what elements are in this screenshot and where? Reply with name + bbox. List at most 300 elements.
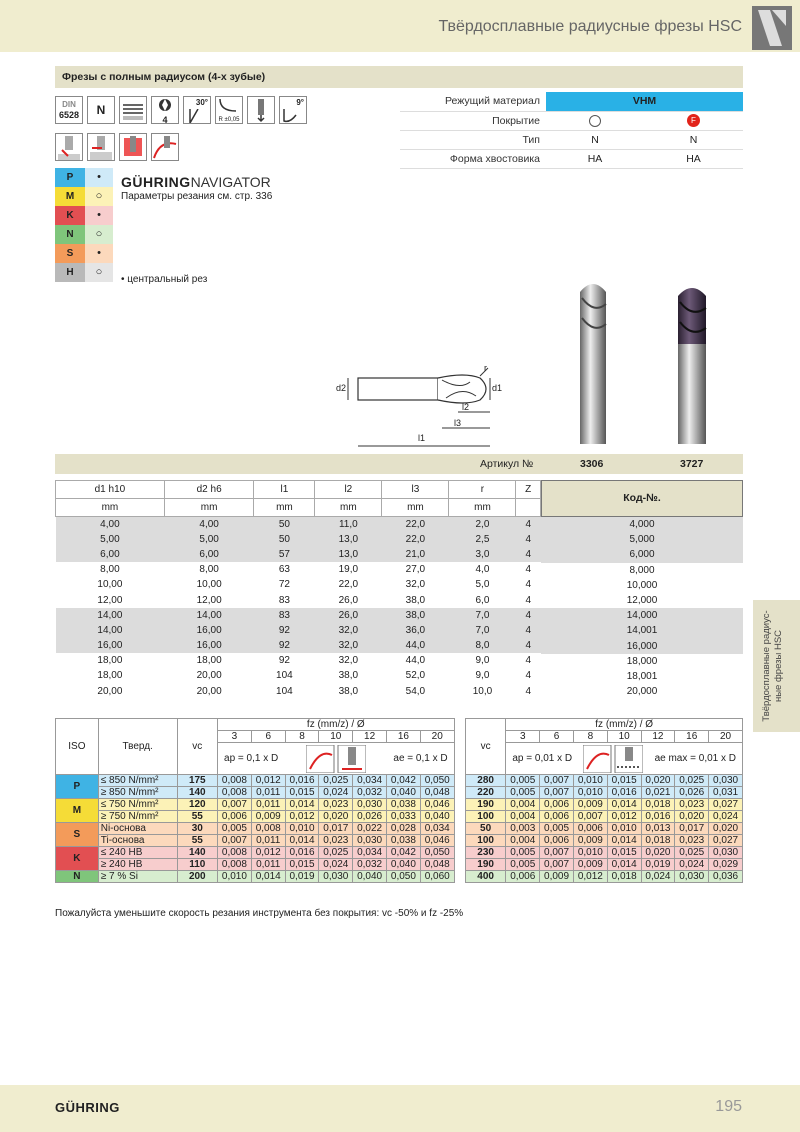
iso-cell: P: [56, 775, 99, 799]
table-row: [56, 532, 541, 547]
iso-code: K: [55, 206, 85, 225]
fz-cell-2: 0,023: [675, 835, 709, 847]
fz-cell: 0,017: [319, 823, 353, 835]
spacer: [454, 859, 465, 871]
diam-header-2: 16: [675, 731, 709, 743]
dim-cell: 18,00: [97, 655, 123, 667]
fz-cell: 0,030: [319, 871, 353, 883]
dim-cell: 4: [525, 533, 532, 545]
coating-f-icon: [644, 111, 743, 130]
fz-cell-2: 0,024: [641, 871, 675, 883]
fz-cell: 0,022: [353, 823, 387, 835]
fz-cell: 0,024: [319, 787, 353, 799]
navigator-brand: GÜHRING: [121, 174, 191, 190]
fz-cell: 0,050: [387, 871, 421, 883]
diam-header-2: 8: [573, 731, 607, 743]
article-3727: 3727: [680, 458, 704, 470]
dim-cell: 57: [278, 548, 290, 560]
hardness-cell: ≥ 7 % Si: [98, 871, 177, 883]
table-row: [56, 668, 541, 683]
fz-cell: 0,034: [353, 775, 387, 787]
dim-cell: 50: [278, 533, 290, 545]
diam-header: 6: [251, 731, 285, 743]
diam-header: 16: [387, 731, 421, 743]
spacer: [454, 799, 465, 811]
fz-cell-2: 0,031: [709, 787, 743, 799]
fz-cell-2: 0,029: [709, 859, 743, 871]
fz-cell: 0,038: [387, 799, 421, 811]
fz-cell: 0,040: [387, 787, 421, 799]
dim-header: l2: [315, 481, 382, 499]
dim-d1: d1: [492, 383, 503, 393]
dim-cell: 7,0: [475, 624, 490, 636]
cutting-row-p: [56, 775, 743, 787]
spacer: [454, 847, 465, 859]
fz-cell: 0,023: [319, 835, 353, 847]
vc-cell-2: 190: [465, 799, 506, 811]
dim-l3: l3: [454, 418, 462, 428]
fz-cell-2: 0,005: [506, 847, 540, 859]
spacer: [454, 811, 465, 823]
diam-header-2: 12: [641, 731, 675, 743]
dim-cell: 54,0: [405, 685, 426, 697]
vc-cell: 30: [177, 823, 218, 835]
plunge-icon: [247, 96, 275, 124]
dim-cell: 4: [525, 564, 532, 576]
iso-suitability: ○: [85, 225, 113, 244]
dim-cell: 10,0: [472, 685, 493, 697]
fz-cell-2: 0,020: [641, 847, 675, 859]
engagement-2: [506, 743, 743, 775]
dim-l1: l1: [418, 433, 426, 443]
shank-icon: [119, 96, 147, 124]
footer-band: [0, 1085, 800, 1132]
fz-cell: 0,028: [387, 823, 421, 835]
cutter-logo-icon: [752, 6, 792, 50]
fz-cell: 0,015: [285, 859, 319, 871]
cutting-row-m: [56, 811, 743, 823]
dim-cell: 104: [276, 670, 293, 682]
iso-code: S: [55, 244, 85, 263]
fz-header: fz (mm/z) / Ø: [218, 719, 455, 731]
iso-cell: M: [56, 799, 99, 823]
iso-suitability: •: [85, 244, 113, 263]
dim-header: r: [449, 481, 516, 499]
cutting-row-m: [56, 799, 743, 811]
fz-cell: 0,048: [420, 859, 454, 871]
center-cut-note: • центральный рез: [121, 274, 208, 285]
dim-cell: 14,00: [97, 609, 123, 621]
helix-angle-icon: [183, 96, 211, 124]
fz-cell: 0,040: [420, 811, 454, 823]
teeth-icon: [151, 96, 179, 124]
fz-cell: 0,042: [387, 847, 421, 859]
iso-suitability: ○: [85, 263, 113, 282]
ap-label-2: ap = 0,01 x D: [512, 753, 573, 764]
dim-header: l3: [382, 481, 449, 499]
fz-cell: 0,016: [285, 775, 319, 787]
fz-cell-2: 0,030: [709, 847, 743, 859]
dim-cell: 4: [525, 624, 532, 636]
iso-suitability: •: [85, 206, 113, 225]
dim-header-row: [56, 481, 541, 499]
dim-cell: 32,0: [338, 624, 359, 636]
engagement-diagram-icon: [306, 745, 366, 773]
hardness-cell: Ti-основа: [98, 835, 177, 847]
prop-row-material: [400, 92, 743, 111]
dim-cell: 4: [525, 579, 532, 591]
fz-cell: 0,008: [218, 787, 252, 799]
spacer: [454, 775, 465, 787]
spacer: [454, 787, 465, 799]
table-row: [56, 547, 541, 562]
iso-code: P: [55, 168, 85, 187]
dim-l2: l2: [462, 402, 470, 412]
dim-cell: 104: [276, 685, 293, 697]
code-cell: 10,000: [541, 578, 743, 593]
dim-cell: 38,0: [405, 609, 426, 621]
vc-cell-2: 230: [465, 847, 506, 859]
iso-header: ISO: [56, 719, 99, 775]
dim-cell: 52,0: [405, 670, 426, 682]
vc-cell: 55: [177, 835, 218, 847]
hardness-cell: ≥ 240 HB: [98, 859, 177, 871]
dim-cell: 4: [525, 594, 532, 606]
fz-cell: 0,020: [319, 811, 353, 823]
fz-cell: 0,030: [353, 799, 387, 811]
fz-cell-2: 0,006: [506, 871, 540, 883]
table-row: [56, 577, 541, 592]
code-cell: 12,000: [541, 593, 743, 608]
type-value-2: N: [689, 133, 698, 146]
fz-cell: 0,060: [420, 871, 454, 883]
fz-cell: 0,010: [285, 823, 319, 835]
dim-cell: 32,0: [338, 640, 359, 652]
diam-header: 8: [285, 731, 319, 743]
dim-cell: 9,0: [475, 670, 490, 682]
dim-d2: d2: [336, 383, 347, 393]
dim-unit: mm: [56, 499, 165, 517]
code-cell: 6,000: [541, 547, 743, 562]
fz-cell-2: 0,014: [607, 835, 641, 847]
dim-header: d1 h10: [56, 481, 165, 499]
din-value: 6528: [58, 110, 80, 120]
fz-cell-2: 0,024: [709, 811, 743, 823]
fz-cell-2: 0,005: [506, 775, 540, 787]
diam-header: 10: [319, 731, 353, 743]
hardness-cell: ≥ 850 N/mm²: [98, 787, 177, 799]
fz-cell: 0,025: [319, 775, 353, 787]
cutting-params-ref: Параметры резания см. стр. 336: [121, 191, 273, 202]
dim-cell: 16,00: [97, 640, 123, 652]
hardness-cell: ≥ 750 N/mm²: [98, 811, 177, 823]
material-value: VHM: [546, 92, 743, 111]
fz-cell: 0,040: [353, 871, 387, 883]
dim-unit: mm: [254, 499, 315, 517]
hardness-cell: Ni-основа: [98, 823, 177, 835]
fz-cell: 0,048: [420, 787, 454, 799]
code-cell: 20,000: [541, 684, 743, 699]
vc-cell: 140: [177, 847, 218, 859]
dim-r: r: [484, 363, 487, 373]
fz-cell: 0,038: [387, 835, 421, 847]
dim-cell: 2,0: [475, 518, 490, 530]
fz-cell-2: 0,005: [506, 859, 540, 871]
iso-row-p: [55, 168, 113, 187]
dim-cell: 22,0: [338, 579, 359, 591]
hardness-cell: ≤ 750 N/mm²: [98, 799, 177, 811]
dim-cell: 12,00: [97, 594, 123, 606]
fz-cell-2: 0,005: [540, 823, 574, 835]
iso-suitability: ○: [85, 187, 113, 206]
fz-cell-2: 0,007: [540, 859, 574, 871]
dim-header: l1: [254, 481, 315, 499]
fz-cell-2: 0,013: [641, 823, 675, 835]
dim-cell: 38,0: [338, 685, 359, 697]
fz-cell: 0,026: [353, 811, 387, 823]
fz-cell-2: 0,025: [675, 847, 709, 859]
code-cell: 14,000: [541, 608, 743, 623]
fz-cell-2: 0,006: [540, 835, 574, 847]
dim-cell: 83: [278, 594, 290, 606]
fz-cell-2: 0,027: [709, 799, 743, 811]
fz-cell-2: 0,009: [573, 859, 607, 871]
dim-cell: 4: [525, 640, 532, 652]
helix-angle: 30°: [195, 98, 208, 107]
fz-cell: 0,016: [285, 847, 319, 859]
fz-cell-2: 0,012: [573, 871, 607, 883]
cutting-row-s: [56, 823, 743, 835]
fz-cell-2: 0,025: [675, 775, 709, 787]
hardness-cell: ≤ 850 N/mm²: [98, 775, 177, 787]
fz-cell-2: 0,007: [540, 847, 574, 859]
dim-cell: 4,00: [100, 518, 120, 530]
ap-label: ap = 0,1 x D: [224, 753, 279, 764]
navigator-suffix: NAVIGATOR: [190, 174, 271, 190]
dim-cell: 4,0: [475, 564, 490, 576]
fz-cell-2: 0,036: [709, 871, 743, 883]
table-row: [56, 684, 541, 699]
fz-cell: 0,008: [218, 859, 252, 871]
cutting-data: [55, 718, 743, 883]
dimensions-table: [55, 480, 541, 699]
fz-cell-2: 0,027: [709, 835, 743, 847]
table-row: [56, 608, 541, 623]
dim-cell: 19,0: [338, 564, 359, 576]
diam-header-2: 20: [709, 731, 743, 743]
type-n-badge: [87, 96, 115, 124]
fz-cell-2: 0,004: [506, 811, 540, 823]
vc-cell: 55: [177, 811, 218, 823]
fz-cell: 0,015: [285, 787, 319, 799]
dim-cell: 4: [525, 609, 532, 621]
fz-cell: 0,010: [218, 871, 252, 883]
fz-cell: 0,023: [319, 799, 353, 811]
dim-cell: 21,0: [405, 548, 426, 560]
fz-cell: 0,006: [218, 811, 252, 823]
code-cell: 4,000: [541, 517, 743, 532]
page-title: Твёрдосплавные радиусные фрезы HSC: [438, 18, 742, 35]
ae-label: ae = 0,1 x D: [393, 753, 448, 764]
fz-cell: 0,042: [387, 775, 421, 787]
table-row: [56, 638, 541, 653]
fz-cell: 0,012: [285, 811, 319, 823]
fz-cell: 0,014: [285, 835, 319, 847]
iso-cell: S: [56, 823, 99, 847]
fz-cell: 0,034: [353, 847, 387, 859]
fz-cell: 0,050: [420, 847, 454, 859]
ramping-icon: [119, 133, 147, 161]
clearance-angle: 9°: [296, 98, 304, 107]
fz-cell: 0,011: [251, 799, 285, 811]
diam-header-2: 10: [607, 731, 641, 743]
vc-cell-2: 400: [465, 871, 506, 883]
radius-tolerance-icon: [215, 96, 243, 124]
fz-cell-2: 0,016: [607, 787, 641, 799]
fz-cell-2: 0,004: [506, 799, 540, 811]
dim-cell: 8,0: [475, 640, 490, 652]
fz-cell: 0,040: [387, 859, 421, 871]
side-tab[interactable]: [753, 600, 800, 732]
dim-cell: 13,0: [338, 533, 359, 545]
vc-cell-2: 190: [465, 859, 506, 871]
dim-cell: 13,0: [338, 548, 359, 560]
dim-cell: 8,00: [100, 564, 120, 576]
dim-cell: 10,00: [97, 579, 123, 591]
dim-cell: 36,0: [405, 624, 426, 636]
dim-cell: 44,0: [405, 655, 426, 667]
fz-cell: 0,032: [353, 859, 387, 871]
engagement-1: [218, 743, 455, 775]
tool-photo-uncoated: [574, 278, 614, 446]
fz-cell: 0,011: [251, 835, 285, 847]
dim-cell: 50: [278, 518, 290, 530]
fz-cell: 0,046: [420, 799, 454, 811]
fz-cell: 0,024: [319, 859, 353, 871]
dim-cell: 22,0: [405, 533, 426, 545]
prop-label: Форма хвостовика: [449, 152, 540, 165]
fz-cell: 0,032: [353, 787, 387, 799]
tool-photo-coated: [672, 282, 712, 446]
fz-cell: 0,050: [420, 775, 454, 787]
dim-cell: 38,0: [405, 594, 426, 606]
footer-brand: GÜHRING: [55, 1100, 120, 1115]
dim-cell: 92: [278, 640, 290, 652]
dim-cell: 20,00: [97, 685, 123, 697]
iso-row-k: [55, 206, 113, 225]
dim-cell: 22,0: [405, 518, 426, 530]
vc-cell-2: 50: [465, 823, 506, 835]
dim-cell: 83: [278, 609, 290, 621]
fz-cell: 0,034: [420, 823, 454, 835]
dim-cell: 4: [525, 655, 532, 667]
engagement-diagram-2-icon: [583, 745, 643, 773]
fz-cell-2: 0,014: [607, 799, 641, 811]
fz-cell: 0,030: [353, 835, 387, 847]
teeth-count: 4: [162, 115, 168, 124]
iso-code: H: [55, 263, 85, 282]
vc-cell: 200: [177, 871, 218, 883]
fz-cell-2: 0,021: [641, 787, 675, 799]
fz-cell-2: 0,004: [506, 835, 540, 847]
prop-label: Режущий материал: [445, 95, 540, 108]
fz-cell: 0,007: [218, 835, 252, 847]
fz-cell-2: 0,009: [540, 871, 574, 883]
fz-cell: 0,007: [218, 799, 252, 811]
fz-cell-2: 0,017: [675, 823, 709, 835]
fz-cell-2: 0,007: [540, 787, 574, 799]
dim-cell: 5,00: [100, 533, 120, 545]
type-n-label: N: [96, 103, 106, 117]
fz-header-2: fz (mm/z) / Ø: [506, 719, 743, 731]
dim-cell: 14,00: [97, 624, 123, 636]
diam-header-2: 6: [540, 731, 574, 743]
fz-cell: 0,014: [251, 871, 285, 883]
radius-tolerance: R ±0,05: [218, 117, 240, 123]
fz-cell-2: 0,009: [573, 799, 607, 811]
dim-cell: 20,00: [196, 670, 222, 682]
diam-header: 20: [420, 731, 454, 743]
fz-cell-2: 0,020: [675, 811, 709, 823]
prop-label: Покрытие: [492, 114, 540, 127]
type-value-1: N: [591, 133, 599, 146]
iso-code: M: [55, 187, 85, 206]
ae-label-2: ae max = 0,01 x D: [654, 753, 736, 764]
dim-cell: 3,0: [475, 548, 490, 560]
dim-cell: 4,00: [199, 518, 219, 530]
fz-cell-2: 0,018: [641, 799, 675, 811]
iso-row-m: [55, 187, 113, 206]
fz-cell-2: 0,030: [675, 871, 709, 883]
dim-cell: 92: [278, 624, 290, 636]
dim-cell: 27,0: [405, 564, 426, 576]
section-title: Фрезы с полным радиусом (4-х зубые): [62, 71, 266, 83]
guhring-navigator-logo: [121, 174, 271, 190]
fz-cell-2: 0,014: [607, 859, 641, 871]
iso-cell: N: [56, 871, 99, 883]
iso-code: N: [55, 225, 85, 244]
cutting-row-k: [56, 847, 743, 859]
code-cell: 14,001: [541, 623, 743, 638]
fz-cell-2: 0,006: [573, 823, 607, 835]
dim-cell: 26,0: [338, 609, 359, 621]
vc-cell-2: 100: [465, 811, 506, 823]
fz-cell-2: 0,030: [709, 775, 743, 787]
fz-cell: 0,009: [251, 811, 285, 823]
table-row: [56, 562, 541, 577]
fz-cell: 0,008: [218, 775, 252, 787]
fz-cell-2: 0,026: [675, 787, 709, 799]
fz-cell: 0,012: [251, 847, 285, 859]
dim-cell: 8,00: [199, 564, 219, 576]
vc-cell: 110: [177, 859, 218, 871]
slot-milling-icon: [87, 133, 115, 161]
fz-cell: 0,033: [387, 811, 421, 823]
hardness-header: Тверд.: [98, 719, 177, 775]
cutting-row-s: [56, 835, 743, 847]
code-cell: 5,000: [541, 532, 743, 547]
dim-cell: 4: [525, 518, 532, 530]
diam-header: 3: [218, 731, 252, 743]
fz-cell: 0,019: [285, 871, 319, 883]
article-label: Артикул №: [480, 458, 534, 470]
dim-cell: 11,0: [338, 518, 358, 530]
dim-cell: 38,0: [338, 670, 359, 682]
dim-unit: mm: [164, 499, 254, 517]
code-cell: 16,000: [541, 639, 743, 654]
iso-cell: K: [56, 847, 99, 871]
fz-cell: 0,025: [319, 847, 353, 859]
